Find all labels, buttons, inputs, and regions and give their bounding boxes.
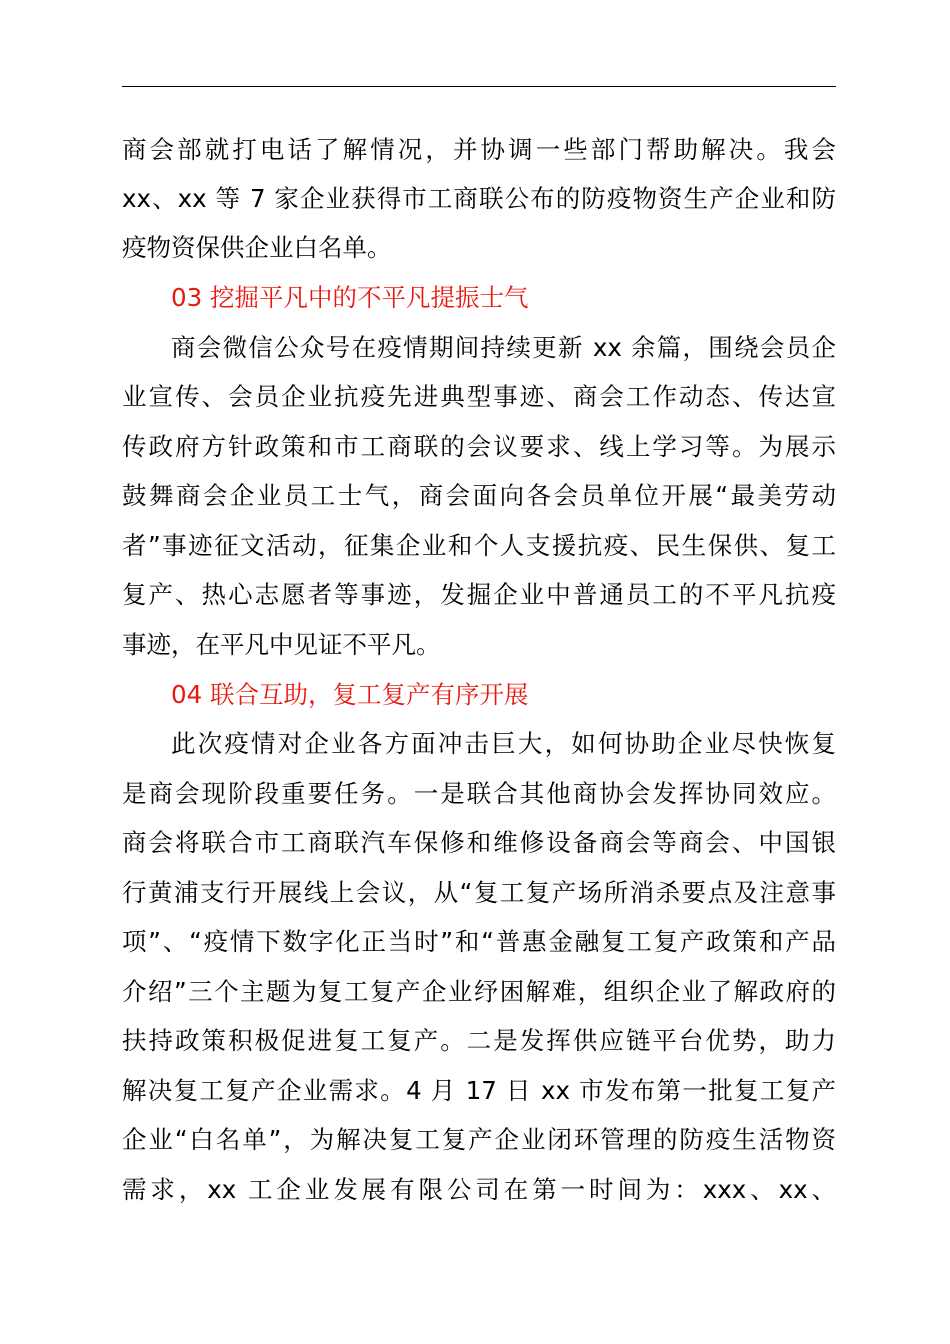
paragraph-line: 事迹，在平凡中见证不平凡。 [122, 630, 441, 659]
paragraph-line: xx、xx 等 7 家企业获得市工商联公布的防疫物资生产企业和防 [122, 184, 836, 213]
paragraph-line: 介绍”三个主题为复工复产企业纾困解难，组织企业了解政府的 [122, 977, 836, 1006]
paragraph-line: 项”、“疫情下数字化正当时”和“普惠金融复工复产政策和产品 [122, 927, 836, 956]
paragraph-line: 此次疫情对企业各方面冲击巨大，如何协助企业尽快恢复 [171, 729, 836, 758]
paragraph-line: 复产、热心志愿者等事迹，发掘企业中普通员工的不平凡抗疫 [122, 580, 836, 609]
paragraph-line: 需求，xx 工企业发展有限公司在第一时间为：xxx、xx、 [122, 1175, 836, 1204]
paragraph-line: 商会将联合市工商联汽车保修和维修设备商会等商会、中国银 [122, 828, 836, 857]
section-heading-03: 03 挖掘平凡中的不平凡提振士气 [171, 283, 529, 312]
paragraph-line: 疫物资保供企业白名单。 [122, 233, 392, 262]
header-rule [122, 86, 836, 87]
paragraph-line: 行黄浦支行开展线上会议，从“复工复产场所消杀要点及注意事 [122, 878, 836, 907]
section-heading-04: 04 联合互助，复工复产有序开展 [171, 680, 529, 709]
paragraph-line: 商会微信公众号在疫情期间持续更新 xx 余篇，围绕会员企 [171, 333, 836, 362]
paragraph-line: 扶持政策积极促进复工复产。二是发挥供应链平台优势，助力 [122, 1026, 836, 1055]
paragraph-line: 企业“白名单”，为解决复工复产企业闭环管理的防疫生活物资 [122, 1125, 836, 1154]
paragraph-line: 商会部就打电话了解情况，并协调一些部门帮助解决。我会 [122, 135, 836, 164]
paragraph-line: 是商会现阶段重要任务。一是联合其他商协会发挥协同效应。 [122, 779, 836, 808]
paragraph-line: 解决复工复产企业需求。4 月 17 日 xx 市发布第一批复工复产 [122, 1076, 836, 1105]
paragraph-line: 者”事迹征文活动，征集企业和个人支援抗疫、民生保供、复工 [122, 531, 836, 560]
paragraph-line: 业宣传、会员企业抗疫先进典型事迹、商会工作动态、传达宣 [122, 382, 836, 411]
paragraph-line: 鼓舞商会企业员工士气，商会面向各会员单位开展“最美劳动 [122, 481, 836, 510]
paragraph-line: 传政府方针政策和市工商联的会议要求、线上学习等。为展示 [122, 432, 836, 461]
